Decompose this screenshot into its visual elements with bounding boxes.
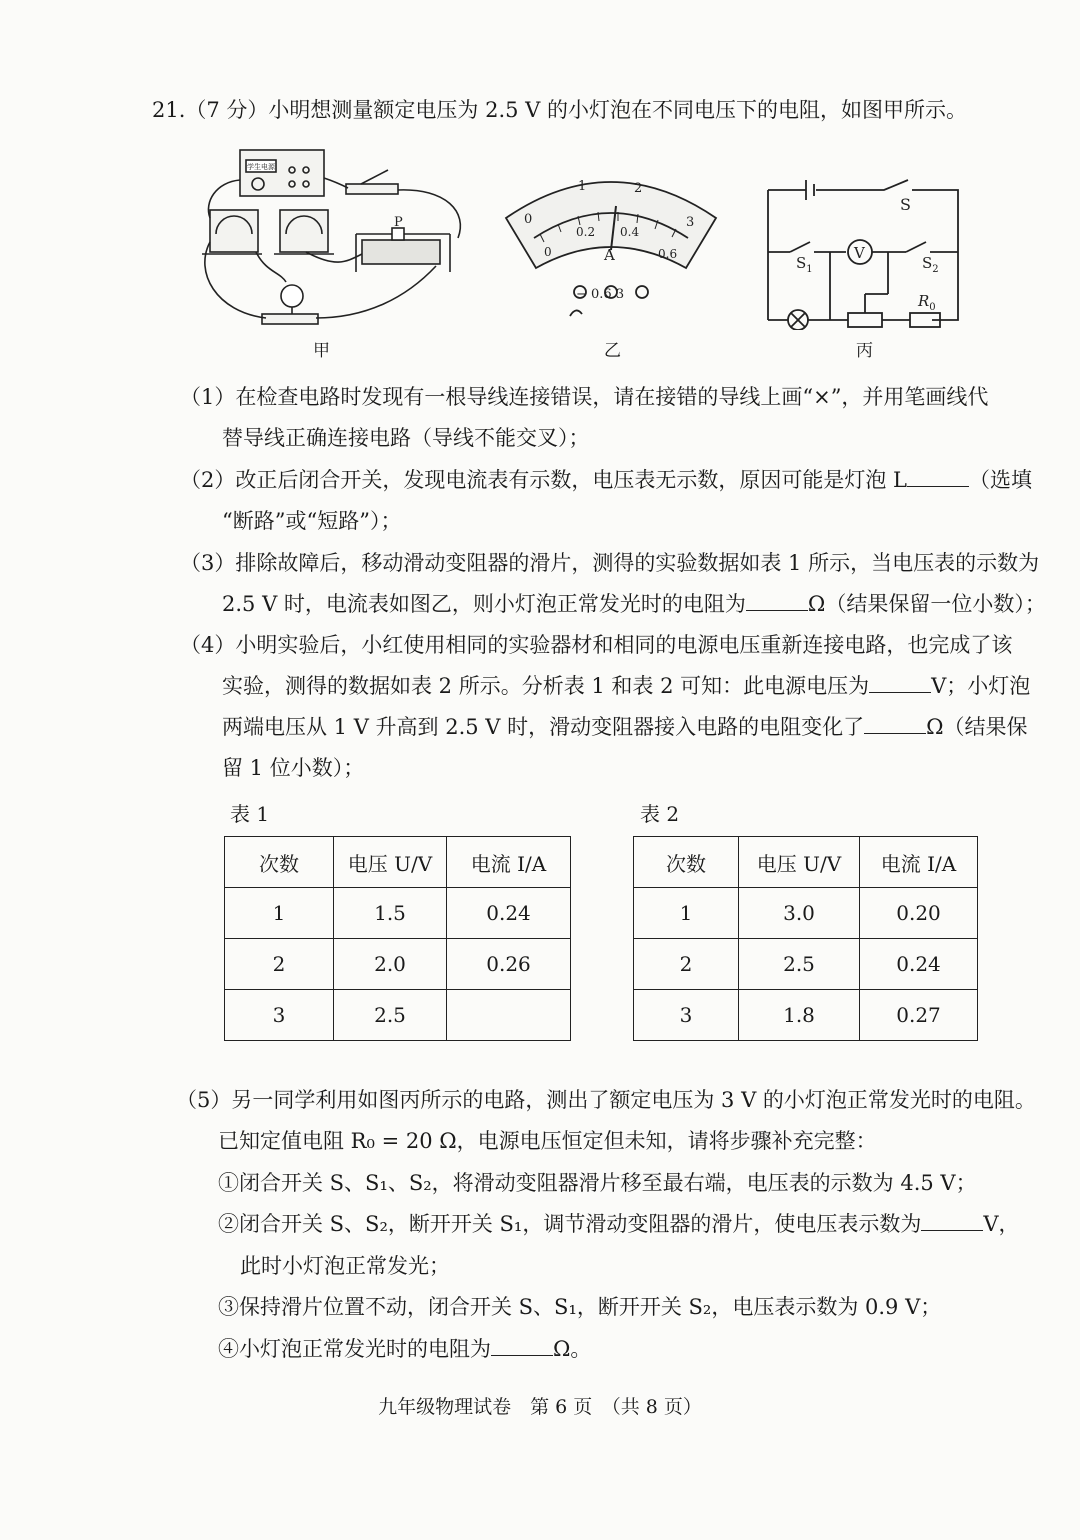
table-cell: 0.20 <box>860 888 978 939</box>
voltmeter-v-label: V <box>854 244 865 262</box>
resistor-r0-label: $R_0$ <box>918 292 936 313</box>
table-cell: 2.0 <box>334 939 447 990</box>
part2-line1: （2）改正后闭合开关，发现电流表有示数，电压表无示数，原因可能是灯泡 L （选填 <box>180 468 1032 492</box>
table2-title: 表 2 <box>640 802 680 826</box>
table-cell: 2 <box>225 939 334 990</box>
step3-text: ③保持滑片位置不动，闭合开关 S、S₁，断开开关 S₂，电压表示数为 0.9 V； <box>218 1295 942 1319</box>
table-cell: 0.26 <box>447 939 571 990</box>
answer-blank-resistance-change[interactable] <box>864 713 926 734</box>
part1-line2: 替导线正确连接电路（导线不能交叉）； <box>222 426 590 450</box>
table-cell: 1.5 <box>334 888 447 939</box>
table-cell: 3 <box>634 990 739 1041</box>
figure-yi-ammeter <box>500 168 722 328</box>
table-header-cell: 电压 U/V <box>334 837 447 888</box>
table-cell: 1 <box>634 888 739 939</box>
scale-bottom-0: 0 <box>544 245 552 259</box>
scale-bottom-02: 0.2 <box>576 225 596 239</box>
answer-blank-bulb-resistance[interactable] <box>491 1335 553 1356</box>
scale-top-2: 2 <box>634 181 643 196</box>
table-cell: 0.24 <box>860 939 978 990</box>
table1-title: 表 1 <box>230 802 270 826</box>
scale-top-1: 1 <box>578 179 587 194</box>
table-cell: 3 <box>225 990 334 1041</box>
scale-top-3: 3 <box>686 215 695 230</box>
table-header-cell: 次数 <box>225 837 334 888</box>
question-header: 21.（7 分）小明想测量额定电压为 2.5 V 的小灯泡在不同电压下的电阻，如图甲所示。 <box>152 98 968 122</box>
caption-bing: 丙 <box>856 341 873 361</box>
ammeter-terminals: − 0.6 3 <box>576 287 625 302</box>
scale-top-0: 0 <box>524 212 533 227</box>
part3-line1: （3）排除故障后，移动滑动变阻器的滑片，测得的实验数据如表 1 所示，当电压表的示数为 <box>180 551 1040 575</box>
ammeter-dial-drawing <box>500 168 722 328</box>
part5-line2: 已知定值电阻 R₀ = 20 Ω，电源电压恒定但未知，请将步骤补充完整： <box>218 1129 877 1153</box>
page-footer: 九年级物理试卷 第 6 页 （共 8 页） <box>378 1396 702 1418</box>
part2-line2: “断路”或“短路”）； <box>222 509 402 533</box>
part4-line4: 留 1 位小数）； <box>222 756 365 780</box>
answer-blank-fault-type[interactable] <box>907 466 969 487</box>
step2-line2: 此时小灯泡正常发光； <box>240 1254 450 1278</box>
table-row <box>634 888 978 939</box>
switch-s-label: S <box>900 195 911 214</box>
scale-bottom-06: 0.6 <box>658 247 678 261</box>
table-cell <box>447 990 571 1041</box>
table-row <box>225 888 571 939</box>
table-header-cell: 电流 I/A <box>447 837 571 888</box>
part4-line1: （4）小明实验后，小红使用相同的实验器材和相同的电源电压重新连接电路，也完成了该 <box>180 633 1013 657</box>
part1-line1: （1）在检查电路时发现有一根导线连接错误，请在接错的导线上画“×”，并用笔画线代 <box>180 385 989 409</box>
table-header-cell: 电流 I/A <box>860 837 978 888</box>
figure-bing-circuit <box>760 170 970 330</box>
step1-text: ①闭合开关 S、S₁、S₂，将滑动变阻器滑片移至最右端，电压表的示数为 4.5 V； <box>218 1171 977 1195</box>
answer-blank-resistance[interactable] <box>746 590 808 611</box>
table-row <box>634 990 978 1041</box>
table-cell: 1 <box>225 888 334 939</box>
caption-jia: 甲 <box>313 341 330 361</box>
table2 <box>633 836 978 1041</box>
table-row <box>225 837 571 888</box>
table-row <box>634 939 978 990</box>
table-row <box>225 939 571 990</box>
table-row <box>634 837 978 888</box>
switch-s1-label: $S_1$ <box>796 254 813 275</box>
step2-text: ②闭合开关 S、S₂，断开开关 S₁，调节滑动变阻器的滑片，使电压表示数为 V， <box>218 1212 1020 1236</box>
table-cell: 2.5 <box>334 990 447 1041</box>
scale-bottom-04: 0.4 <box>620 225 640 239</box>
part5-line1: （5）另一同学利用如图丙所示的电路，测出了额定电压为 3 V 的小灯泡正常发光时的电阻。 <box>176 1088 1036 1112</box>
circuit-diagram-drawing <box>760 170 970 330</box>
switch-s2-label: $S_2$ <box>922 254 939 275</box>
table-header-cell: 电压 U/V <box>739 837 860 888</box>
table-cell: 2.5 <box>739 939 860 990</box>
table-cell: 0.24 <box>447 888 571 939</box>
slider-label-p: P <box>394 215 403 230</box>
caption-yi: 乙 <box>604 341 621 361</box>
answer-blank-source-voltage[interactable] <box>869 672 931 693</box>
part4-line2: 实验，测得的数据如表 2 所示。分析表 1 和表 2 可知：此电源电压为 V；小灯泡 <box>222 674 1031 698</box>
table-cell: 1.8 <box>739 990 860 1041</box>
power-supply-label: 学生电源 <box>247 163 275 171</box>
answer-blank-voltmeter-reading[interactable] <box>921 1210 983 1231</box>
part4-line3: 两端电压从 1 V 升高到 2.5 V 时，滑动变阻器接入电路的电阻变化了 Ω（结果保 <box>222 715 1028 739</box>
part3-line2: 2.5 V 时，电流表如图乙，则小灯泡正常发光时的电阻为 Ω（结果保留一位小数）； <box>222 592 1046 616</box>
table1 <box>224 836 571 1041</box>
ammeter-unit-a: A <box>604 246 615 264</box>
apparatus-drawing <box>196 142 486 337</box>
figure-jia-apparatus <box>196 142 486 337</box>
table-cell: 0.27 <box>860 990 978 1041</box>
table-cell: 3.0 <box>739 888 860 939</box>
table-cell: 2 <box>634 939 739 990</box>
table-header-cell: 次数 <box>634 837 739 888</box>
table-row <box>225 990 571 1041</box>
step4-text: ④小灯泡正常发光时的电阻为 Ω。 <box>218 1337 592 1361</box>
